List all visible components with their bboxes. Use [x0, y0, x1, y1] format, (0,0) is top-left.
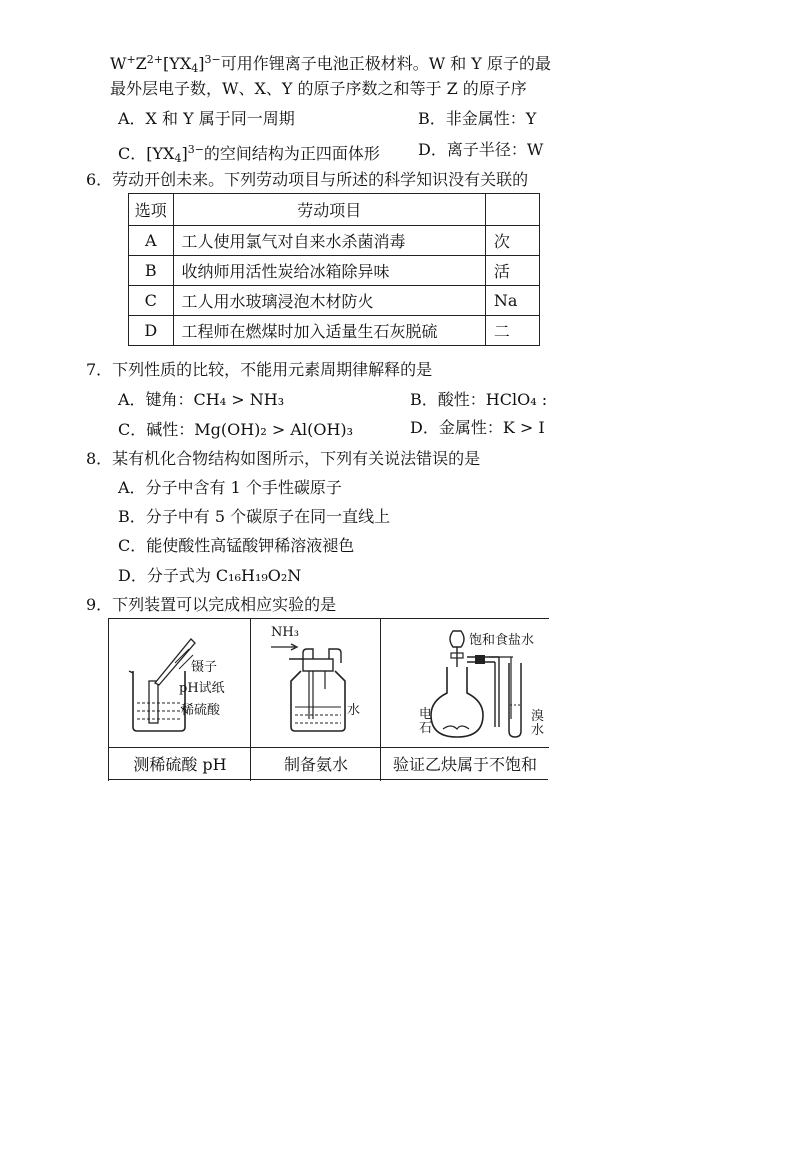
q9-label-bromine-2: 水 — [531, 723, 545, 738]
q9-stem: 9．下列装置可以完成相应实验的是 — [86, 595, 337, 614]
q5-option-c — [118, 140, 380, 169]
q6-row-b-option: B — [129, 256, 174, 286]
table-row — [129, 316, 540, 346]
q9-label-nh3: NH₃ — [271, 625, 299, 640]
q5-formula-close: ] — [198, 54, 205, 73]
q5-text-a: 可用作锂离子电池正极材料。W 和 Y 原子的最 — [220, 54, 551, 73]
q5-text-b: 最外层电子数，W、X、Y 的原子序数之和等于 Z 的原子序 — [110, 79, 527, 98]
q8-option-a: A．分子中含有 1 个手性碳原子 — [118, 478, 342, 497]
q8-option-d: D．分子式为 C₁₆H₁₉O₂N — [118, 566, 302, 585]
q5-option-d: D．离子半径：W — [418, 140, 544, 159]
q7-option-c: C．碱性：Mg(OH)₂ > Al(OH)₃ — [118, 420, 354, 439]
q8-stem: 8．某有机化合物结构如图所示，下列有关说法错误的是 — [86, 449, 481, 468]
q7-stem: 7．下列性质的比较，不能用元素周期律解释的是 — [86, 360, 433, 379]
q6-row-d-labor: 工程师在燃煤时加入适量生石灰脱硫 — [173, 316, 485, 346]
q9-label-carbide-1: 电 — [419, 707, 433, 722]
q6-stem: 6．劳动开创未来。下列劳动项目与所述的科学知识没有关联的 — [86, 170, 529, 189]
q5-option-c-sub: 4 — [174, 152, 182, 165]
q9-label-dilute-acid: 稀硫酸 — [181, 703, 221, 718]
q7-option-b: B．酸性：HClO₄ : — [410, 390, 548, 409]
q6-row-c-knowledge: Na — [485, 286, 539, 316]
q9-label-water: 水 — [347, 703, 361, 718]
q9-label-carbide-2: 石 — [419, 721, 433, 736]
q5-option-b: B．非金属性：Y — [418, 109, 537, 128]
q5-formula-charge: 3− — [204, 53, 221, 66]
q9-cell-ph — [108, 618, 251, 781]
q6-row-d-option: D — [129, 316, 174, 346]
q5-option-a: A．X 和 Y 属于同一周期 — [118, 109, 295, 128]
q9-cell-acetylene — [380, 618, 549, 781]
q9-caption-ph: 测稀硫酸 pH — [109, 747, 251, 782]
q9-label-bromine-1: 溴 — [531, 709, 545, 724]
q6-header-labor: 劳动项目 — [173, 194, 485, 226]
q5-formula-sub4: 4 — [191, 62, 199, 75]
q6-row-c-option: C — [129, 286, 174, 316]
q6-row-c-labor: 工人用水玻璃浸泡木材防火 — [173, 286, 485, 316]
q5-option-c-close: ] — [181, 144, 188, 163]
q6-row-a-labor: 工人使用氯气对自来水杀菌消毒 — [173, 226, 485, 256]
q5-option-c-pre: C．[YX — [118, 144, 175, 163]
table-row — [129, 226, 540, 256]
q9-label-tweezers: 镊子 — [191, 660, 218, 675]
q9-cell-ammonia — [250, 618, 381, 781]
q6-table — [128, 193, 540, 346]
q5-formula-z: Z — [135, 54, 147, 73]
q5-formula-line: $W^+Z^{2+}[YX_4]^{3-}$可用作锂离子电池正极材料。W 和 Y 原子的最 — [110, 53, 551, 75]
q6-header-option: 选项 — [129, 194, 174, 226]
q5-formula-w: W — [110, 54, 127, 73]
q5-option-c-charge: 3− — [187, 143, 204, 156]
q9-apparatus-table — [108, 618, 548, 783]
q9-label-ph-paper: pH试纸 — [179, 681, 225, 696]
q7-option-a: A．键角：CH₄ > NH₃ — [118, 390, 285, 409]
q9-caption-acetylene: 验证乙炔属于不饱和 — [381, 747, 549, 782]
q5-option-c-post: 的空间结构为正四面体形 — [203, 144, 380, 163]
q9-caption-ammonia: 制备氨水 — [251, 747, 381, 782]
q9-label-brine: 饱和食盐水 — [469, 633, 535, 648]
q6-row-b-labor: 收纳师用活性炭给冰箱除异味 — [173, 256, 485, 286]
q6-row-b-knowledge: 活 — [485, 256, 539, 286]
q6-header-knowledge — [485, 194, 539, 226]
q8-option-b: B．分子中有 5 个碳原子在同一直线上 — [118, 507, 391, 526]
q8-option-c: C．能使酸性高锰酸钾稀溶液褪色 — [118, 536, 355, 555]
table-row — [129, 286, 540, 316]
q6-row-d-knowledge: 二 — [485, 316, 539, 346]
q6-row-a-option: A — [129, 226, 174, 256]
q9-table-bottom-border — [108, 779, 548, 780]
table-row — [129, 256, 540, 286]
q6-row-a-knowledge: 次 — [485, 226, 539, 256]
q6-table-header — [129, 194, 540, 226]
q7-option-d: D．金属性：K > I — [410, 418, 545, 437]
q5-formula-yx: [YX — [163, 54, 192, 73]
